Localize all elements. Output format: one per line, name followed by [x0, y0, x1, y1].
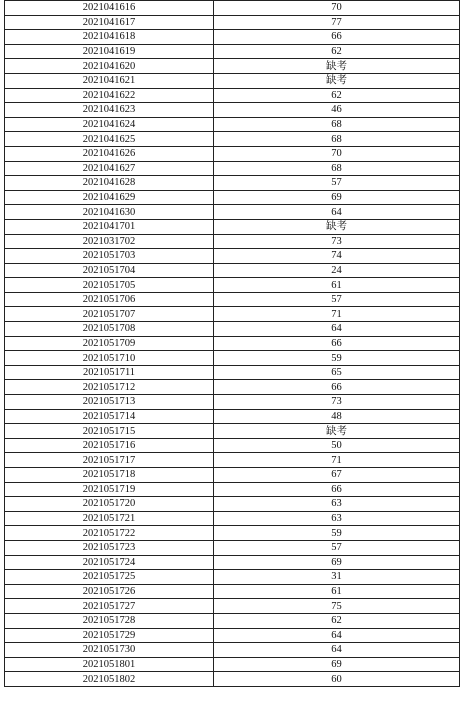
score-cell: 缺考: [214, 59, 460, 74]
table-row: [5, 161, 460, 176]
exam-id-cell: 2021051716: [5, 438, 214, 453]
table-row: [5, 132, 460, 147]
table-row: [5, 103, 460, 118]
score-cell: 62: [214, 44, 460, 59]
table-row: [5, 15, 460, 30]
score-cell: 64: [214, 205, 460, 220]
score-cell: 68: [214, 117, 460, 132]
score-cell: 59: [214, 526, 460, 541]
exam-id-cell: 2021051719: [5, 482, 214, 497]
exam-id-cell: 2021031702: [5, 234, 214, 249]
exam-id-cell: 2021051714: [5, 409, 214, 424]
table-row: [5, 453, 460, 468]
score-cell: 64: [214, 643, 460, 658]
table-row: [5, 438, 460, 453]
score-cell: 48: [214, 409, 460, 424]
exam-id-cell: 2021041621: [5, 73, 214, 88]
table-row: [5, 672, 460, 687]
score-cell: 69: [214, 657, 460, 672]
score-cell: 64: [214, 322, 460, 337]
exam-id-cell: 2021051721: [5, 511, 214, 526]
table-row: [5, 613, 460, 628]
exam-id-cell: 2021051715: [5, 424, 214, 439]
exam-id-cell: 2021051718: [5, 468, 214, 483]
score-cell: 57: [214, 176, 460, 191]
score-cell: 74: [214, 249, 460, 264]
table-row: [5, 307, 460, 322]
score-cell: 缺考: [214, 73, 460, 88]
exam-id-cell: 2021051704: [5, 263, 214, 278]
table-row: [5, 73, 460, 88]
score-cell: 57: [214, 540, 460, 555]
table-row: [5, 380, 460, 395]
exam-id-cell: 2021051712: [5, 380, 214, 395]
table-row: [5, 1, 460, 16]
exam-id-cell: 2021051730: [5, 643, 214, 658]
table-row: [5, 249, 460, 264]
table-row: [5, 395, 460, 410]
score-cell: 67: [214, 468, 460, 483]
exam-id-cell: 2021051722: [5, 526, 214, 541]
table-row: [5, 540, 460, 555]
exam-id-cell: 2021041618: [5, 30, 214, 45]
exam-id-cell: 2021051703: [5, 249, 214, 264]
table-row: [5, 526, 460, 541]
score-cell: 71: [214, 453, 460, 468]
exam-id-cell: 2021041622: [5, 88, 214, 103]
score-cell: 31: [214, 570, 460, 585]
score-cell: 50: [214, 438, 460, 453]
score-cell: 65: [214, 365, 460, 380]
score-cell: 62: [214, 613, 460, 628]
exam-id-cell: 2021051723: [5, 540, 214, 555]
score-cell: 57: [214, 292, 460, 307]
exam-id-cell: 2021051726: [5, 584, 214, 599]
score-cell: 63: [214, 511, 460, 526]
exam-id-cell: 2021041629: [5, 190, 214, 205]
table-row: [5, 351, 460, 366]
table-row: [5, 30, 460, 45]
table-row: [5, 497, 460, 512]
exam-id-cell: 2021051713: [5, 395, 214, 410]
score-cell: 66: [214, 482, 460, 497]
score-cell: 61: [214, 278, 460, 293]
score-cell: 缺考: [214, 424, 460, 439]
table-row: [5, 263, 460, 278]
score-cell: 70: [214, 146, 460, 161]
table-row: [5, 511, 460, 526]
score-cell: 46: [214, 103, 460, 118]
table-row: [5, 292, 460, 307]
table-row: [5, 44, 460, 59]
table-row: [5, 219, 460, 234]
table-row: [5, 409, 460, 424]
exam-id-cell: 2021041623: [5, 103, 214, 118]
score-cell: 73: [214, 234, 460, 249]
score-cell: 73: [214, 395, 460, 410]
score-cell: 66: [214, 336, 460, 351]
score-cell: 60: [214, 672, 460, 687]
exam-id-cell: 2021051720: [5, 497, 214, 512]
exam-id-cell: 2021051706: [5, 292, 214, 307]
table-row: [5, 322, 460, 337]
exam-id-cell: 2021051709: [5, 336, 214, 351]
table-row: [5, 643, 460, 658]
exam-id-cell: 2021041617: [5, 15, 214, 30]
exam-id-cell: 2021051724: [5, 555, 214, 570]
score-cell: 66: [214, 380, 460, 395]
score-cell: 59: [214, 351, 460, 366]
table-row: [5, 365, 460, 380]
score-cell: 71: [214, 307, 460, 322]
exam-id-cell: 2021041628: [5, 176, 214, 191]
score-cell: 69: [214, 555, 460, 570]
table-row: [5, 176, 460, 191]
table-row: [5, 59, 460, 74]
exam-id-cell: 2021051727: [5, 599, 214, 614]
exam-id-cell: 2021041624: [5, 117, 214, 132]
score-table-body: [5, 1, 460, 687]
table-row: [5, 336, 460, 351]
score-cell: 68: [214, 132, 460, 147]
exam-id-cell: 2021041625: [5, 132, 214, 147]
score-cell: 24: [214, 263, 460, 278]
score-table: [4, 0, 460, 687]
table-row: [5, 628, 460, 643]
exam-id-cell: 2021051728: [5, 613, 214, 628]
table-row: [5, 424, 460, 439]
table-row: [5, 278, 460, 293]
table-row: [5, 468, 460, 483]
score-cell: 77: [214, 15, 460, 30]
table-row: [5, 146, 460, 161]
exam-id-cell: 2021051725: [5, 570, 214, 585]
exam-id-cell: 2021051707: [5, 307, 214, 322]
table-row: [5, 88, 460, 103]
score-cell: 缺考: [214, 219, 460, 234]
score-cell: 64: [214, 628, 460, 643]
exam-id-cell: 2021041620: [5, 59, 214, 74]
table-row: [5, 190, 460, 205]
exam-id-cell: 2021051802: [5, 672, 214, 687]
exam-id-cell: 2021051711: [5, 365, 214, 380]
score-cell: 75: [214, 599, 460, 614]
table-row: [5, 570, 460, 585]
exam-id-cell: 2021051710: [5, 351, 214, 366]
table-row: [5, 482, 460, 497]
table-row: [5, 599, 460, 614]
table-row: [5, 584, 460, 599]
exam-id-cell: 2021041626: [5, 146, 214, 161]
exam-id-cell: 2021041701: [5, 219, 214, 234]
score-cell: 62: [214, 88, 460, 103]
score-cell: 70: [214, 1, 460, 16]
score-cell: 68: [214, 161, 460, 176]
exam-id-cell: 2021051801: [5, 657, 214, 672]
table-row: [5, 555, 460, 570]
exam-id-cell: 2021051729: [5, 628, 214, 643]
score-cell: 69: [214, 190, 460, 205]
score-cell: 66: [214, 30, 460, 45]
exam-id-cell: 2021051717: [5, 453, 214, 468]
table-row: [5, 117, 460, 132]
table-row: [5, 205, 460, 220]
score-cell: 61: [214, 584, 460, 599]
exam-id-cell: 2021041627: [5, 161, 214, 176]
exam-id-cell: 2021051708: [5, 322, 214, 337]
exam-id-cell: 2021041619: [5, 44, 214, 59]
exam-id-cell: 2021041630: [5, 205, 214, 220]
table-row: [5, 234, 460, 249]
table-row: [5, 657, 460, 672]
exam-id-cell: 2021041616: [5, 1, 214, 16]
exam-id-cell: 2021051705: [5, 278, 214, 293]
score-cell: 63: [214, 497, 460, 512]
